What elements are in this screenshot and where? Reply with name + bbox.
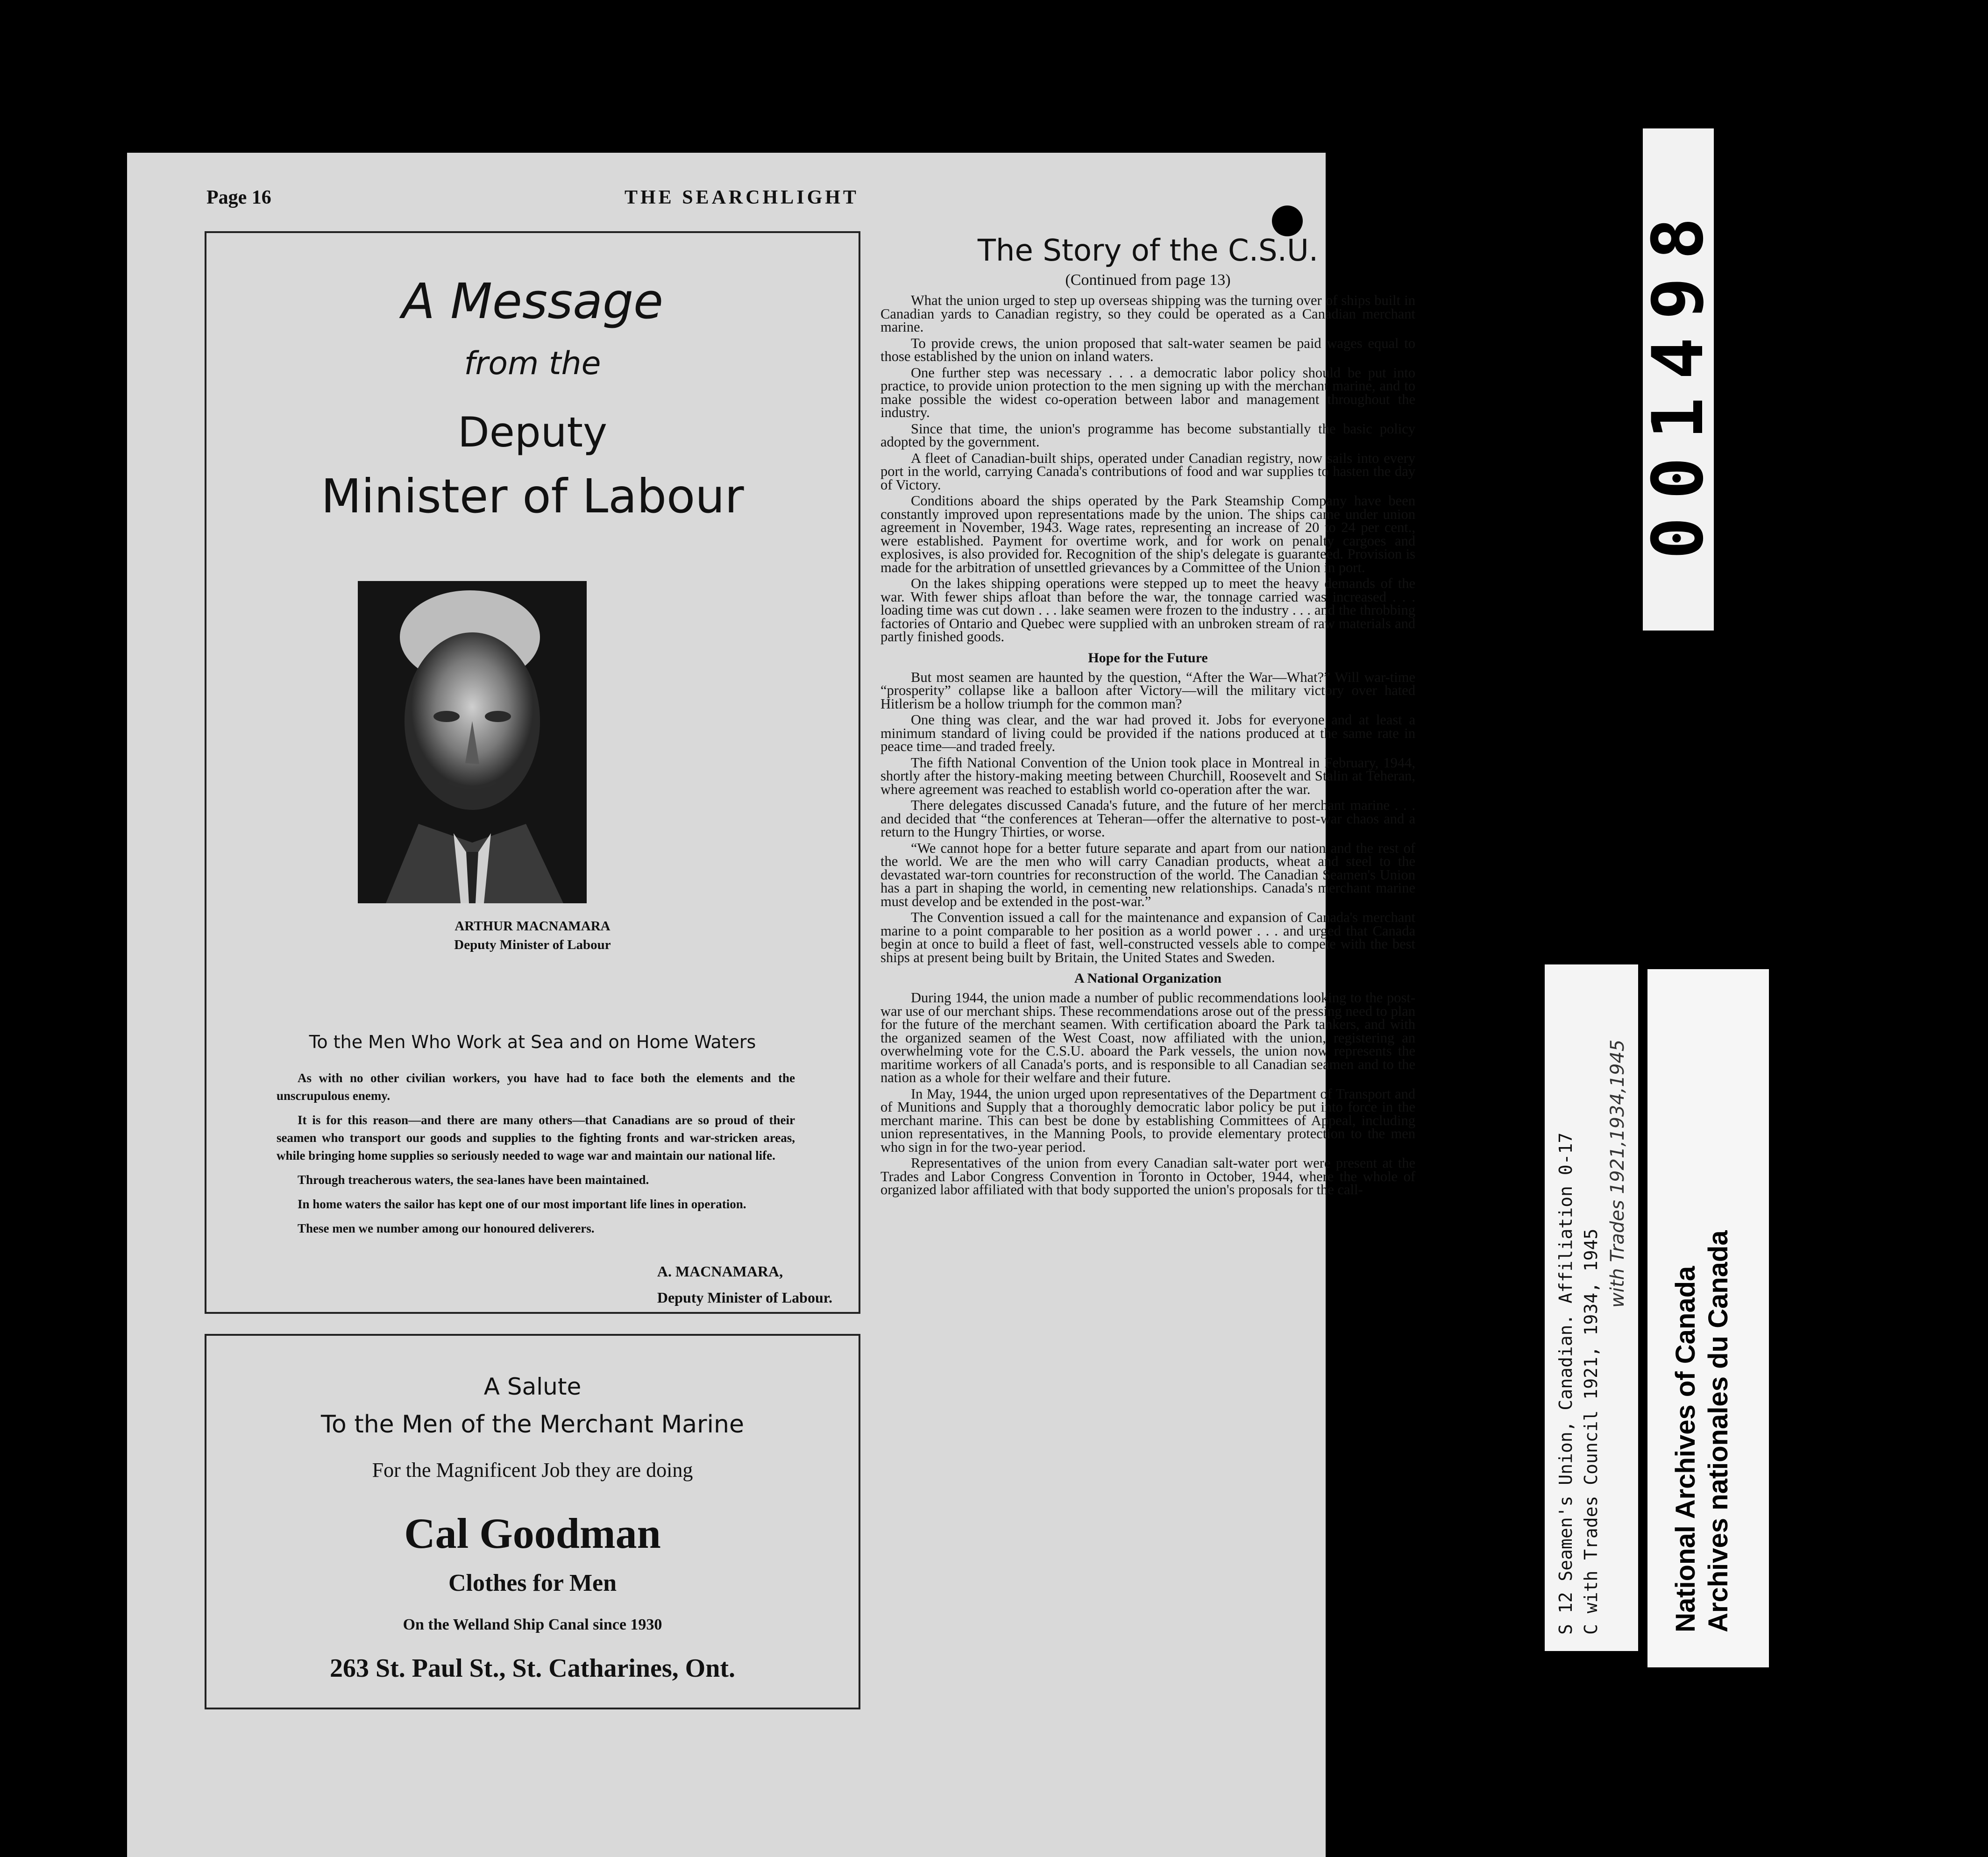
card-divider [1642, 964, 1647, 1670]
publication-title: THE SEARCHLIGHT [625, 187, 859, 208]
ad-line2: To the Men of the Merchant Marine [321, 1410, 744, 1439]
story-paragraph: Since that time, the union's programme has become substantially the basic policy adopted by the government. [880, 420, 1415, 450]
story-paragraph: “We cannot hope for a better future separate and apart from our nation and the rest of the world. We are the men who will carry Canadian products, wheat and steel to the devastated war-torn countries for reconstruction of the world. The Canadian Seamen's Union has a part in shaping the world, in cementing new relationships. Canada's merchant marine must develop and be extended in the post-war.” [880, 840, 1415, 909]
ad-business-name: Cal Goodman [404, 1510, 661, 1557]
archive-name-french: Archives nationales du Canada [1703, 1230, 1733, 1632]
story-paragraph: One thing was clear, and the war had proved it. Jobs for everyone and at least a minimum standard of living could be provided if the nations produced at the same rate in peace time—and traded freely. [880, 712, 1415, 754]
signature-name: A. MACNAMARA, [657, 1263, 783, 1280]
page-number: Page 16 [206, 187, 271, 208]
story-paragraph: One further step was necessary . . . a democratic labor policy should be put into practice, to provide union protection to the men signing up with the merchant marine, and to make possible the widest co-operation between labor and management throughout the industry. [880, 364, 1415, 420]
message-paragraph: As with no other civilian workers, you have had to face both the elements and the unscrupulous enemy. [277, 1071, 795, 1103]
photo-caption-name: ARTHUR MACNAMARA [454, 919, 611, 934]
portrait-photo [358, 581, 587, 903]
message-paragraph: These men we number among our honoured deliverers. [298, 1221, 595, 1235]
message-body [277, 1069, 795, 1244]
story-paragraph: To provide crews, the union proposed that salt-water seamen be paid wages equal to those established by the union on inland waters. [880, 335, 1415, 364]
page-header [127, 186, 1326, 210]
index-card-line2: C with Trades Council 1921, 1934, 1945 [1581, 1228, 1601, 1635]
message-title-line3: Deputy [457, 408, 608, 456]
signature-block [657, 1258, 832, 1311]
ad-line3: For the Magnificent Job they are doing [372, 1459, 693, 1481]
story-article [880, 232, 1415, 1199]
message-title-line2: from the [464, 345, 601, 382]
ad-address: 263 St. Paul St., St. Catharines, Ont. [329, 1654, 736, 1683]
newspaper-page [127, 153, 1415, 1857]
story-paragraph: On the lakes shipping operations were stepped up to meet the heavy demands of the war. With fewer ships afloat than before the war, the tonnage carried was increased . . . loading time was cut down . . . lake seamen were frozen to the industry . . . and the throbbing factories of Ontario and Quebec were supplied with an unbroken stream of raw materials and partly finished goods. [880, 575, 1415, 645]
story-subheading: Hope for the Future [1088, 650, 1208, 666]
story-paragraph: In May, 1944, the union urged upon representatives of the Department of Transport and of Munitions and Supply that a thoroughly democratic labor policy be put into force in the merchant marine. This can best be done by establishing Committees of Appeal, including union representatives, in the Manning Pools, to provide elementary protection to the men who sign in for the two-year period. [880, 1085, 1415, 1155]
story-continued-note: (Continued from page 13) [1065, 271, 1231, 289]
story-paragraph: Representatives of the union from every Canadian salt-water port were present at the Trades and Labor Congress Convention in Toronto in October, 1944, where the whole of organized labor affiliated with that body supported the union's proposals for the call- [880, 1155, 1415, 1198]
message-paragraph: It is for this reason—and there are many others—that Canadians are so proud of their seamen who transport our goods and supplies to the fighting fronts and war-stricken areas, while bringing home supplies so seriously needed to wage war and maintain our national life. [277, 1113, 795, 1162]
story-paragraph: During 1944, the union made a number of public recommendations looking to the post-war use of our merchant ships. These recommendations arose out of the pressing need to plan for the future of the merchant seamen. With certification aboard the Park tankers, and with the organized seamen of the West Coast, now affiliated with the union, registering an overwhelming vote for the C.S.U. aboard the Park vessels, the union now represents the maritime workers of all Canada's ports, and is responsible to all Canadian seamen and to the nation as a whole for their welfare and their future. [880, 990, 1415, 1085]
story-paragraph: But most seamen are haunted by the question, “After the War—What?” Will war-time “prosperity” collapse like a balloon after Victory—will the military victory over hated Hitlerism be a hollow triumph for the common man? [880, 669, 1415, 712]
story-paragraph: The fifth National Convention of the Union took place in Montreal in February, 1944, shortly after the history-making meeting between Churchill, Roosevelt and Stalin at Teheran, where agreement was reached to establish world co-operation after the war. [880, 754, 1415, 797]
reel-number: 001498 [1638, 199, 1719, 560]
ad-tagline: Clothes for Men [448, 1570, 617, 1596]
story-paragraph: There delegates discussed Canada's future, and the future of her merchant marine . . . and decided that “the conferences at Teheran—offer the alternative to post-war chaos and a return to the Hungry Thirties, or worse. [880, 797, 1415, 840]
ad-line1: A Salute [483, 1373, 582, 1400]
story-paragraph: What the union urged to step up overseas shipping was the turning over of ships built in Canadian yards to Canadian registry, so they could be operated as a Canadian merchant marine. [880, 292, 1415, 335]
ad-since: On the Welland Ship Canal since 1930 [403, 1616, 662, 1633]
signature-title: Deputy Minister of Labour. [657, 1289, 832, 1306]
message-title-line1: A Message [401, 273, 663, 330]
message-paragraph: In home waters the sailor has kept one of our most important life lines in operation. [298, 1197, 746, 1211]
message-subheading: To the Men Who Work at Sea and on Home Waters [309, 1032, 756, 1052]
story-subheading: A National Organization [1074, 971, 1221, 986]
story-paragraph: The Convention issued a call for the maintenance and expansion of Canada's merchant marine to a point comparable to her position as a world power . . . and urged that Canada begin at once to build a fleet of fast, well-constructed vessels able to compete with the best ships at present being built by Britain, the United States and Sweden. [880, 909, 1415, 965]
message-paragraph: Through treacherous waters, the sea-lanes have been maintained. [298, 1173, 649, 1187]
story-paragraph: Conditions aboard the ships operated by the Park Steamship Company have been constantly improved upon representations made by the union. The ships came under union agreement in November, 1943. Wage rates, representing an increase of 20 to 24 per cent., were established. Payment for overtime work, and for work on penalty cargoes and explosives, is also provided for. Recognition of the ship's delegate is guaranteed. Provision is made for the arbitration of unsettled grievances by a Committee of the Union in port. [880, 493, 1415, 575]
handwritten-note: with Trades 1921,1934,1945 [1607, 1039, 1628, 1308]
cal-goodman-advertisement [205, 1334, 860, 1709]
message-title-line4: Minister of Labour [321, 469, 744, 524]
archive-name-english: National Archives of Canada [1670, 1266, 1701, 1632]
story-title: The Story of the C.S.U. [977, 234, 1319, 268]
story-paragraph: A fleet of Canadian-built ships, operated under Canadian registry, now sails into every port in the world, carrying Canada's contributions of food and war supplies to hasten the day of Victory. [880, 450, 1415, 493]
photo-caption-role: Deputy Minister of Labour [454, 937, 611, 952]
index-card-line1: S 12 Seamen's Union, Canadian. Affiliation 0-17 [1555, 1132, 1576, 1635]
deputy-minister-message-box [205, 231, 860, 1314]
